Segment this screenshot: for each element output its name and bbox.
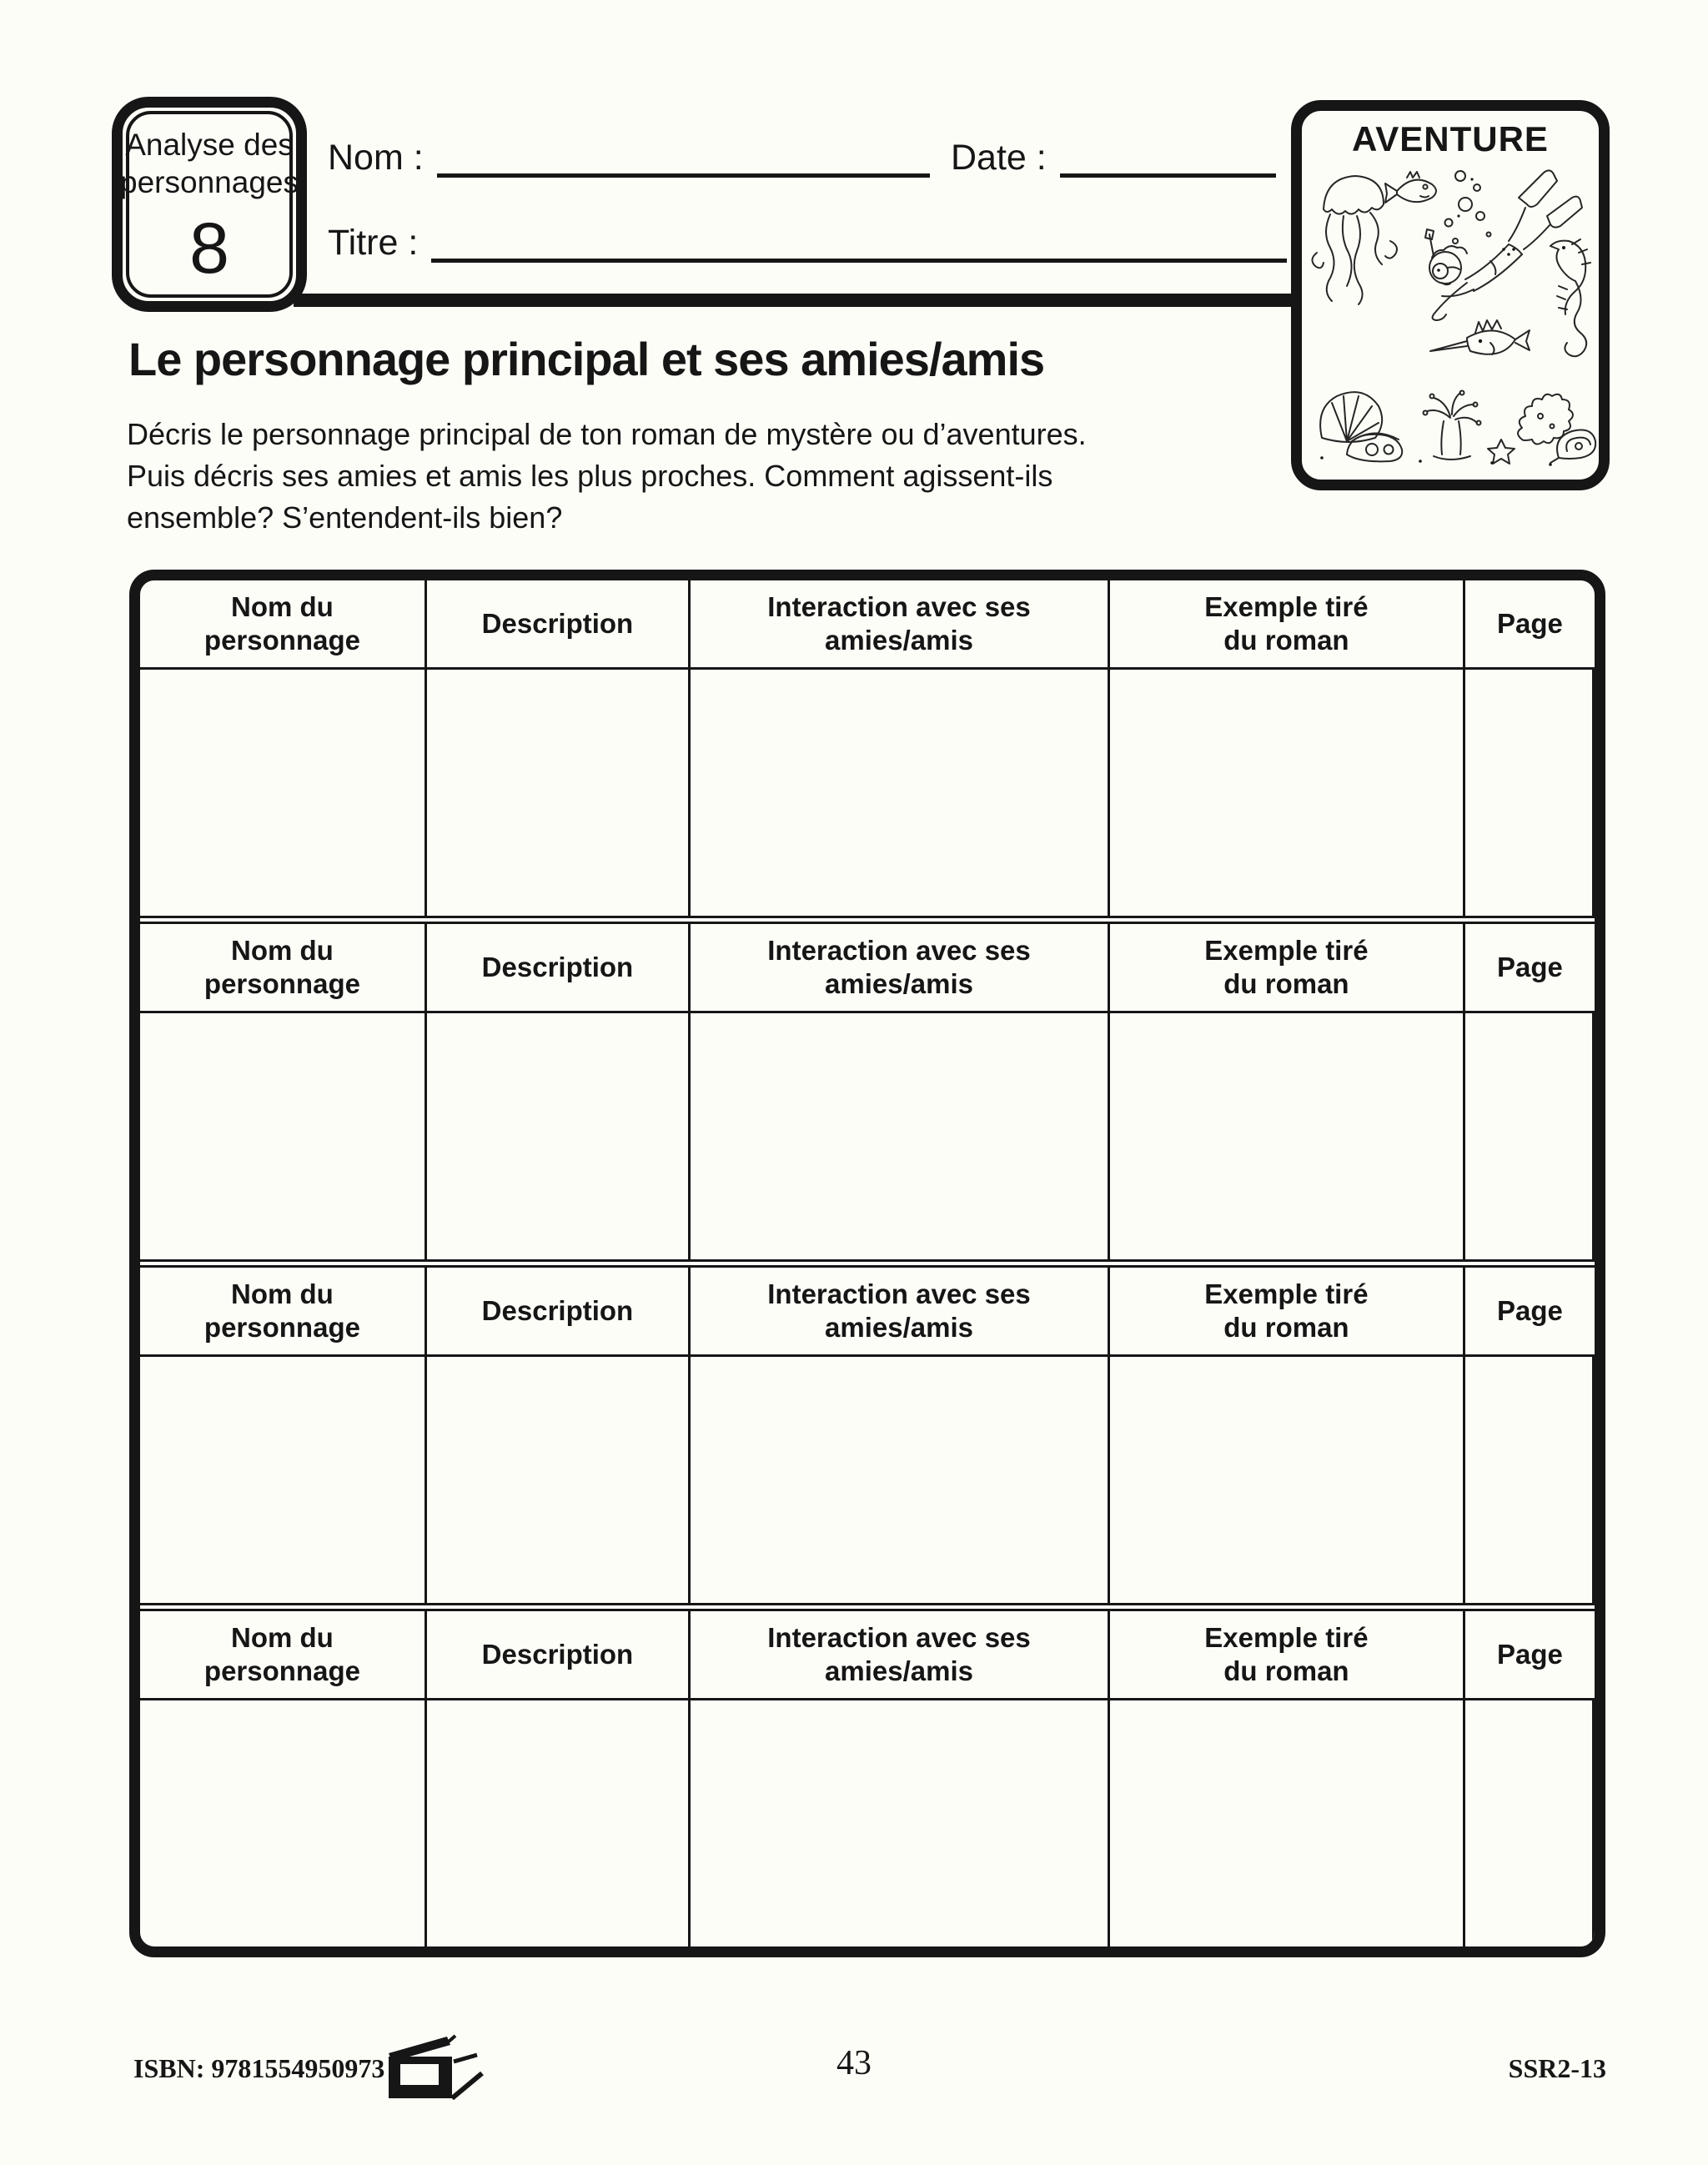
blank-cell-interaction bbox=[691, 670, 1110, 916]
header-line: Nom du bbox=[231, 934, 334, 966]
header-line: Exemple tiré bbox=[1204, 590, 1369, 622]
product-code: SSR2-13 bbox=[1508, 2053, 1606, 2083]
blank-cell-page bbox=[1465, 1357, 1595, 1603]
column-header-page bbox=[1465, 580, 1595, 670]
blank-cell-exemple bbox=[1110, 1013, 1465, 1259]
column-header-description bbox=[427, 1268, 691, 1357]
header-line: Description bbox=[481, 1294, 634, 1326]
column-header-page bbox=[1465, 1268, 1595, 1357]
blank-cell-description bbox=[427, 1013, 691, 1259]
header-line: personnage bbox=[203, 1312, 360, 1343]
column-header-exemple bbox=[1110, 1611, 1465, 1700]
blank-cell-description bbox=[427, 1700, 691, 1946]
column-header-description bbox=[427, 1611, 691, 1700]
blank-cell-interaction bbox=[691, 1013, 1110, 1259]
column-header-nom bbox=[140, 1611, 427, 1700]
header-line: Description bbox=[481, 607, 634, 639]
header-line: Nom du bbox=[231, 1621, 334, 1653]
header-line: du roman bbox=[1223, 968, 1349, 999]
table-section-1 bbox=[140, 580, 1595, 916]
category-box bbox=[1291, 100, 1610, 490]
header-line: du roman bbox=[1223, 625, 1349, 656]
header-line: Page bbox=[1496, 951, 1563, 982]
blank-cell-page bbox=[1465, 670, 1595, 916]
header-line: Description bbox=[481, 951, 634, 982]
blank-cell-interaction bbox=[691, 1700, 1110, 1946]
isbn-text: ISBN: 9781554950973 bbox=[133, 2053, 385, 2083]
header-line: Interaction avec ses bbox=[767, 590, 1031, 622]
blank-cell-nom bbox=[140, 1357, 427, 1603]
header-line: personnage bbox=[203, 625, 360, 656]
header-line: du roman bbox=[1223, 1655, 1349, 1686]
page-title: Le personnage principal et ses amies/amis bbox=[128, 333, 1045, 385]
blank-cell-page bbox=[1465, 1013, 1595, 1259]
header-line: Interaction avec ses bbox=[767, 934, 1031, 966]
header-line: amies/amis bbox=[825, 1312, 973, 1343]
column-header-interaction bbox=[691, 1611, 1110, 1700]
blank-cell-description bbox=[427, 670, 691, 916]
blank-cell-exemple bbox=[1110, 670, 1465, 916]
underwater-scene-illustration bbox=[1304, 161, 1597, 485]
instructions-line3: ensemble? S’entendent-ils bien? bbox=[127, 500, 563, 535]
header-line: Page bbox=[1496, 1294, 1563, 1326]
column-header-interaction bbox=[691, 580, 1110, 670]
column-header-exemple bbox=[1110, 580, 1465, 670]
blank-cell-exemple bbox=[1110, 1700, 1465, 1946]
badge-title-line2: personnages bbox=[120, 165, 299, 199]
blank-cell-nom bbox=[140, 670, 427, 916]
table-section-2 bbox=[140, 916, 1595, 1259]
date-field bbox=[951, 140, 1276, 178]
column-header-interaction bbox=[691, 924, 1110, 1013]
title-field-label: Titre : bbox=[328, 223, 419, 263]
header-line: Exemple tiré bbox=[1204, 934, 1369, 966]
header-divider-bar bbox=[294, 294, 1297, 307]
header-line: amies/amis bbox=[825, 1655, 973, 1686]
header-line: amies/amis bbox=[825, 968, 973, 999]
title-field-blank-line bbox=[431, 250, 1287, 263]
blank-cell-nom bbox=[140, 1013, 427, 1259]
page-number: 43 bbox=[836, 2044, 872, 2082]
header-line: Interaction avec ses bbox=[767, 1278, 1031, 1309]
title-field bbox=[328, 225, 1287, 263]
header-line: amies/amis bbox=[825, 625, 973, 656]
column-header-page bbox=[1465, 924, 1595, 1013]
name-field bbox=[328, 140, 930, 178]
blank-cell-page bbox=[1465, 1700, 1595, 1946]
header-line: personnage bbox=[203, 968, 360, 999]
header-line: du roman bbox=[1223, 1312, 1349, 1343]
column-header-nom bbox=[140, 580, 427, 670]
header-line: Nom du bbox=[231, 1278, 334, 1309]
blank-cell-interaction bbox=[691, 1357, 1110, 1603]
blank-cell-exemple bbox=[1110, 1357, 1465, 1603]
date-field-label: Date : bbox=[951, 138, 1047, 178]
header-line: Interaction avec ses bbox=[767, 1621, 1031, 1653]
column-header-nom bbox=[140, 1268, 427, 1357]
header-line: Exemple tiré bbox=[1204, 1621, 1369, 1653]
column-header-interaction bbox=[691, 1268, 1110, 1357]
name-field-blank-line bbox=[437, 165, 930, 178]
instructions bbox=[127, 414, 1087, 539]
column-header-nom bbox=[140, 924, 427, 1013]
lesson-badge bbox=[112, 97, 307, 312]
category-box-title: AVENTURE bbox=[1352, 119, 1549, 158]
table-section-3 bbox=[140, 1259, 1595, 1603]
column-header-exemple bbox=[1110, 1268, 1465, 1357]
header-line: Description bbox=[481, 1638, 634, 1670]
column-header-exemple bbox=[1110, 924, 1465, 1013]
header-line: Page bbox=[1496, 607, 1563, 639]
header-line: Page bbox=[1496, 1638, 1563, 1670]
header-line: personnage bbox=[203, 1655, 360, 1686]
column-header-description bbox=[427, 924, 691, 1013]
instructions-line1: Décris le personnage principal de ton roman de mystère ou d’aventures. bbox=[127, 417, 1087, 451]
lesson-badge-inner bbox=[120, 111, 299, 298]
blank-cell-description bbox=[427, 1357, 691, 1603]
table-section-4 bbox=[140, 1603, 1595, 1946]
name-field-label: Nom : bbox=[328, 138, 424, 178]
column-header-description bbox=[427, 580, 691, 670]
instructions-line2: Puis décris ses amies et amis les plus proches. Comment agissent-ils bbox=[127, 459, 1053, 493]
badge-title-line1: Analyse des bbox=[125, 128, 294, 162]
header-line: Nom du bbox=[231, 590, 334, 622]
column-header-page bbox=[1465, 1611, 1595, 1700]
badge-lesson-number: 8 bbox=[189, 208, 229, 289]
blank-cell-nom bbox=[140, 1700, 427, 1946]
date-field-blank-line bbox=[1060, 165, 1276, 178]
character-table bbox=[129, 570, 1605, 1957]
header-line: Exemple tiré bbox=[1204, 1278, 1369, 1309]
